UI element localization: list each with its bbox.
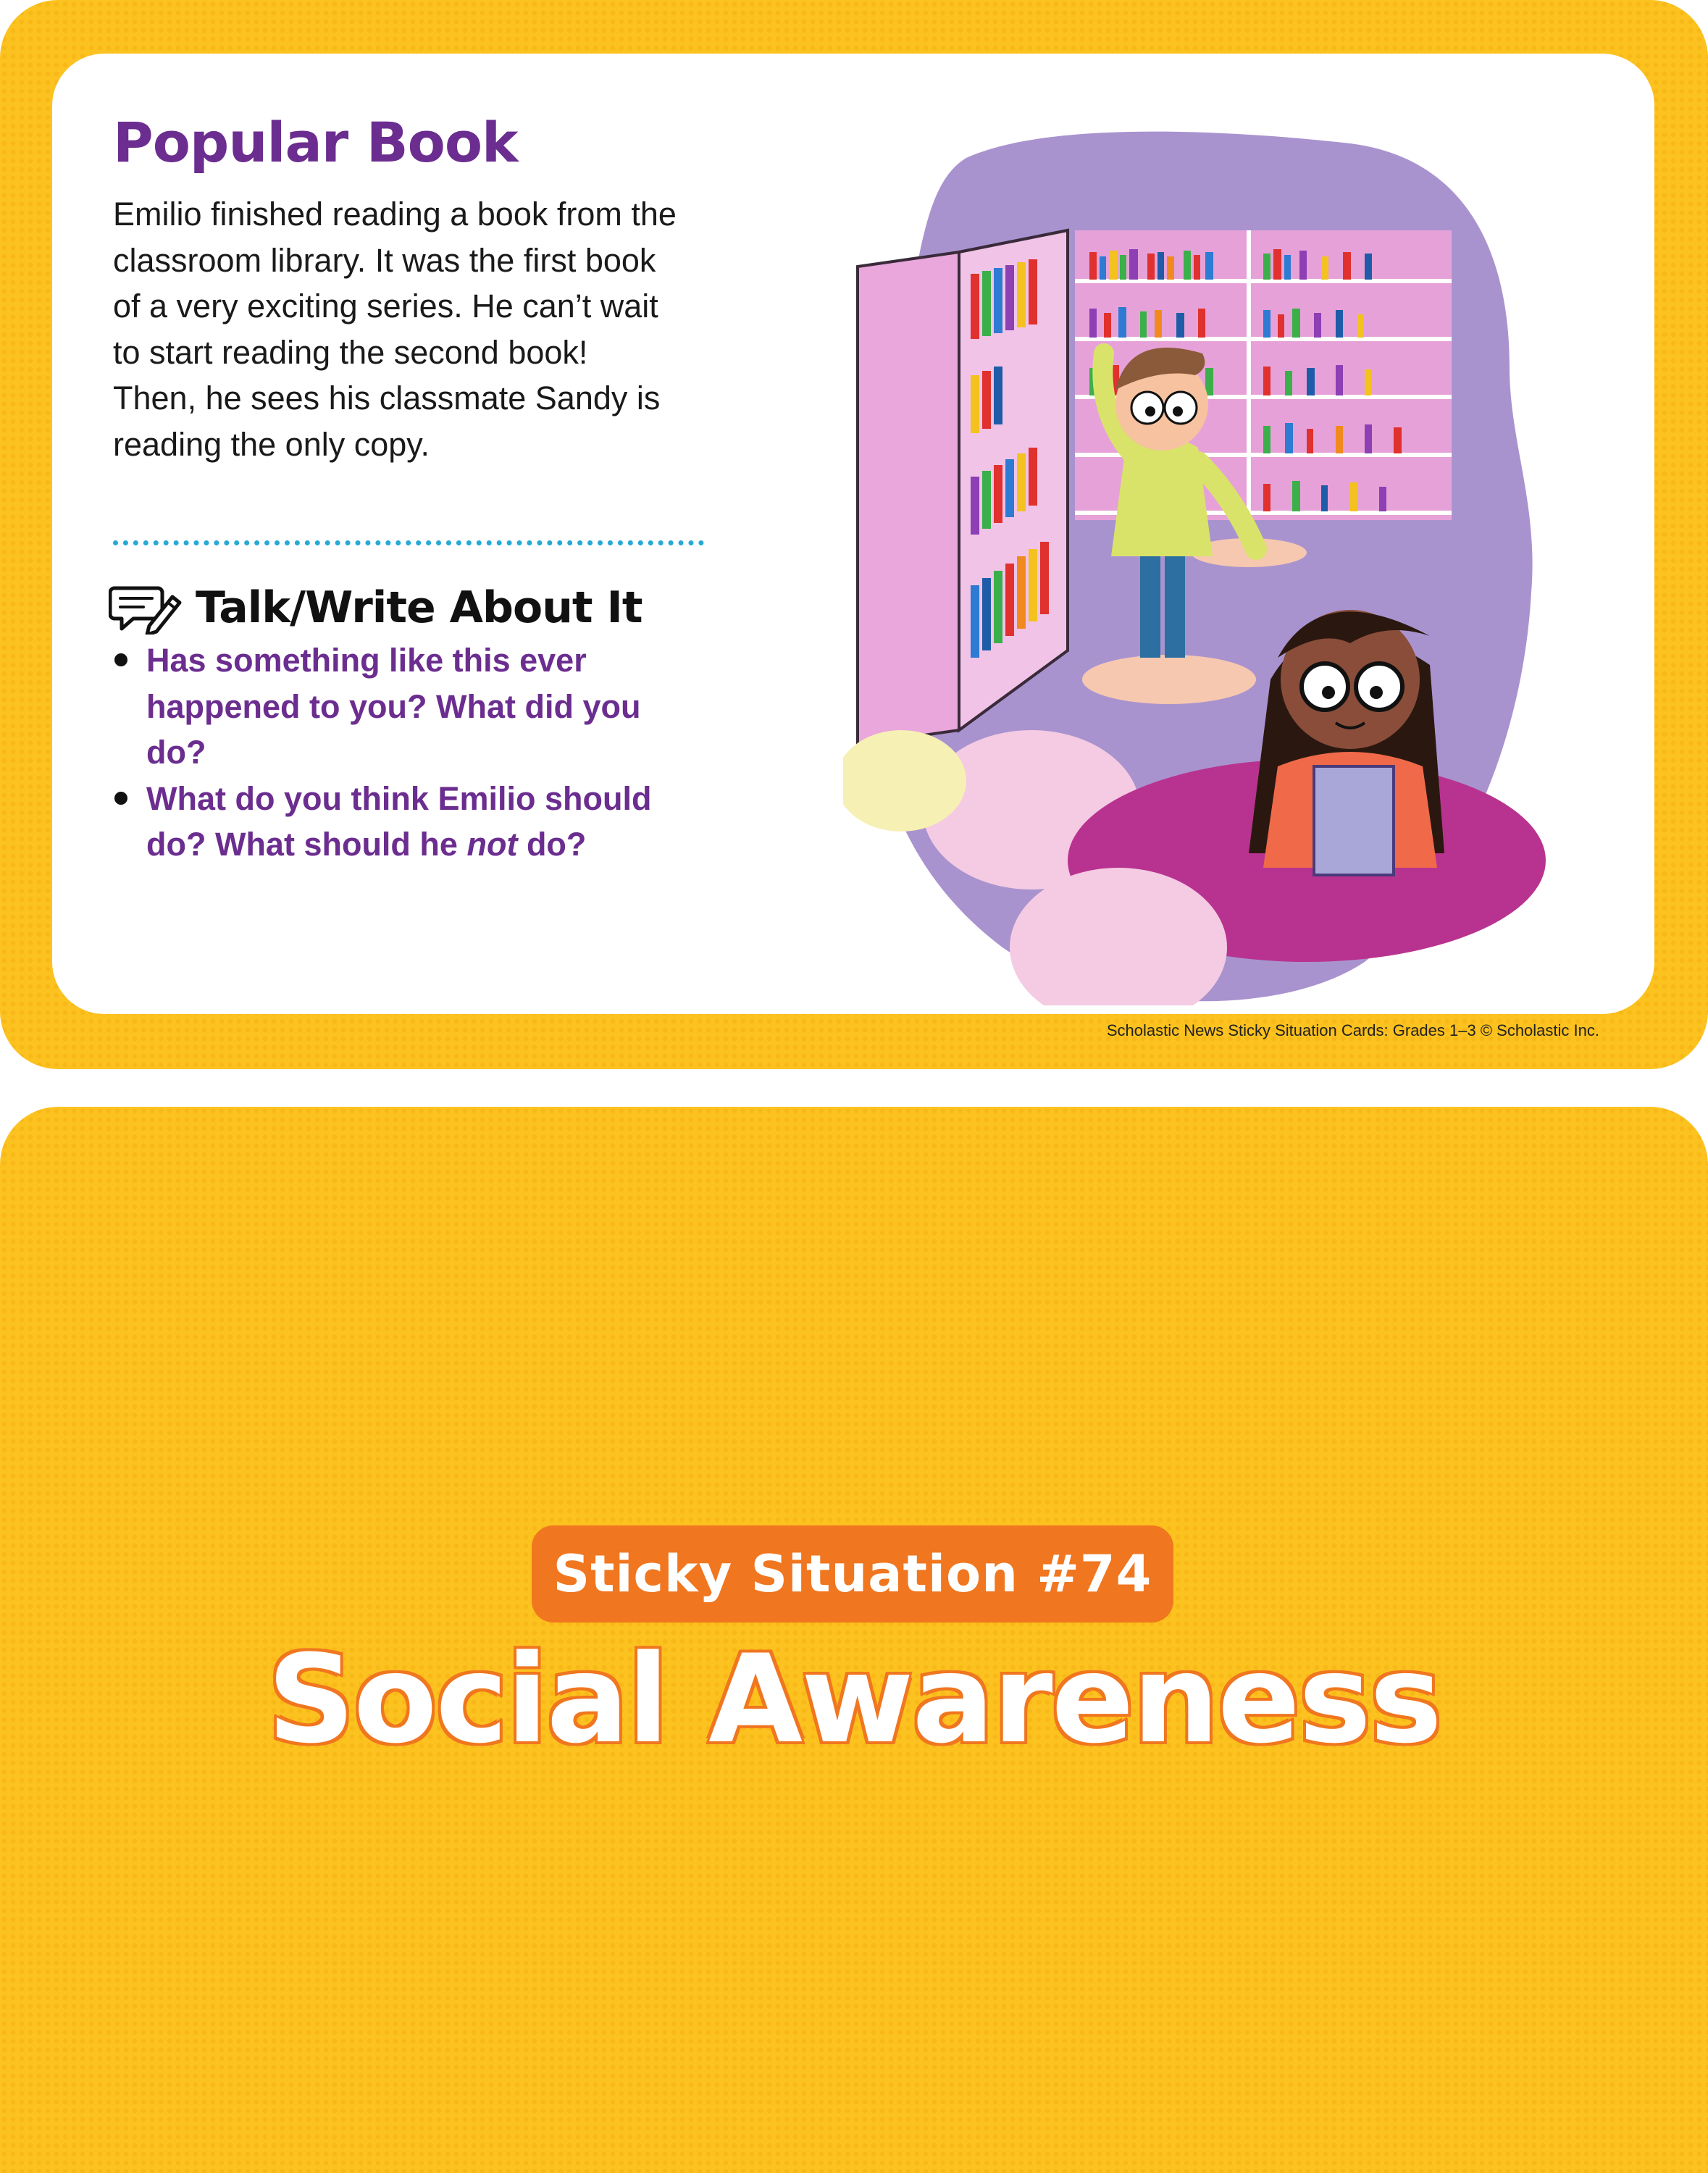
situation-number-badge: Sticky Situation #74 xyxy=(532,1525,1173,1623)
card-content-panel xyxy=(52,54,1654,1014)
talk-write-heading xyxy=(109,578,703,636)
question-emphasis: not xyxy=(466,826,518,863)
speech-bubble-pencil-icon xyxy=(109,581,184,635)
question-end: do? xyxy=(517,826,587,863)
category-title: Social Awareness xyxy=(267,1628,1441,1770)
story-text: Emilio finished reading a book from the classroom library. It was the first book of a very exciting series. He can’t wait to start reading the second book! Then, he sees his classmate Sandy is reading the only copy. xyxy=(113,196,677,463)
question-text: What do you think Emilio should do? What should he xyxy=(146,779,652,863)
card-back xyxy=(0,1107,1708,2173)
question-item: Has something like this ever happened to you? What did you do? xyxy=(113,637,692,776)
discussion-questions xyxy=(113,637,692,868)
library-illustration xyxy=(843,129,1553,1005)
talk-write-title: Talk/Write About It xyxy=(196,582,642,633)
card-title: Popular Book xyxy=(113,110,518,175)
copyright-text: Scholastic News Sticky Situation Cards: Grades 1–3 © Scholastic Inc. xyxy=(1106,1021,1599,1039)
question-item xyxy=(113,776,692,868)
card-front xyxy=(0,0,1708,1069)
dotted-divider xyxy=(113,540,704,545)
